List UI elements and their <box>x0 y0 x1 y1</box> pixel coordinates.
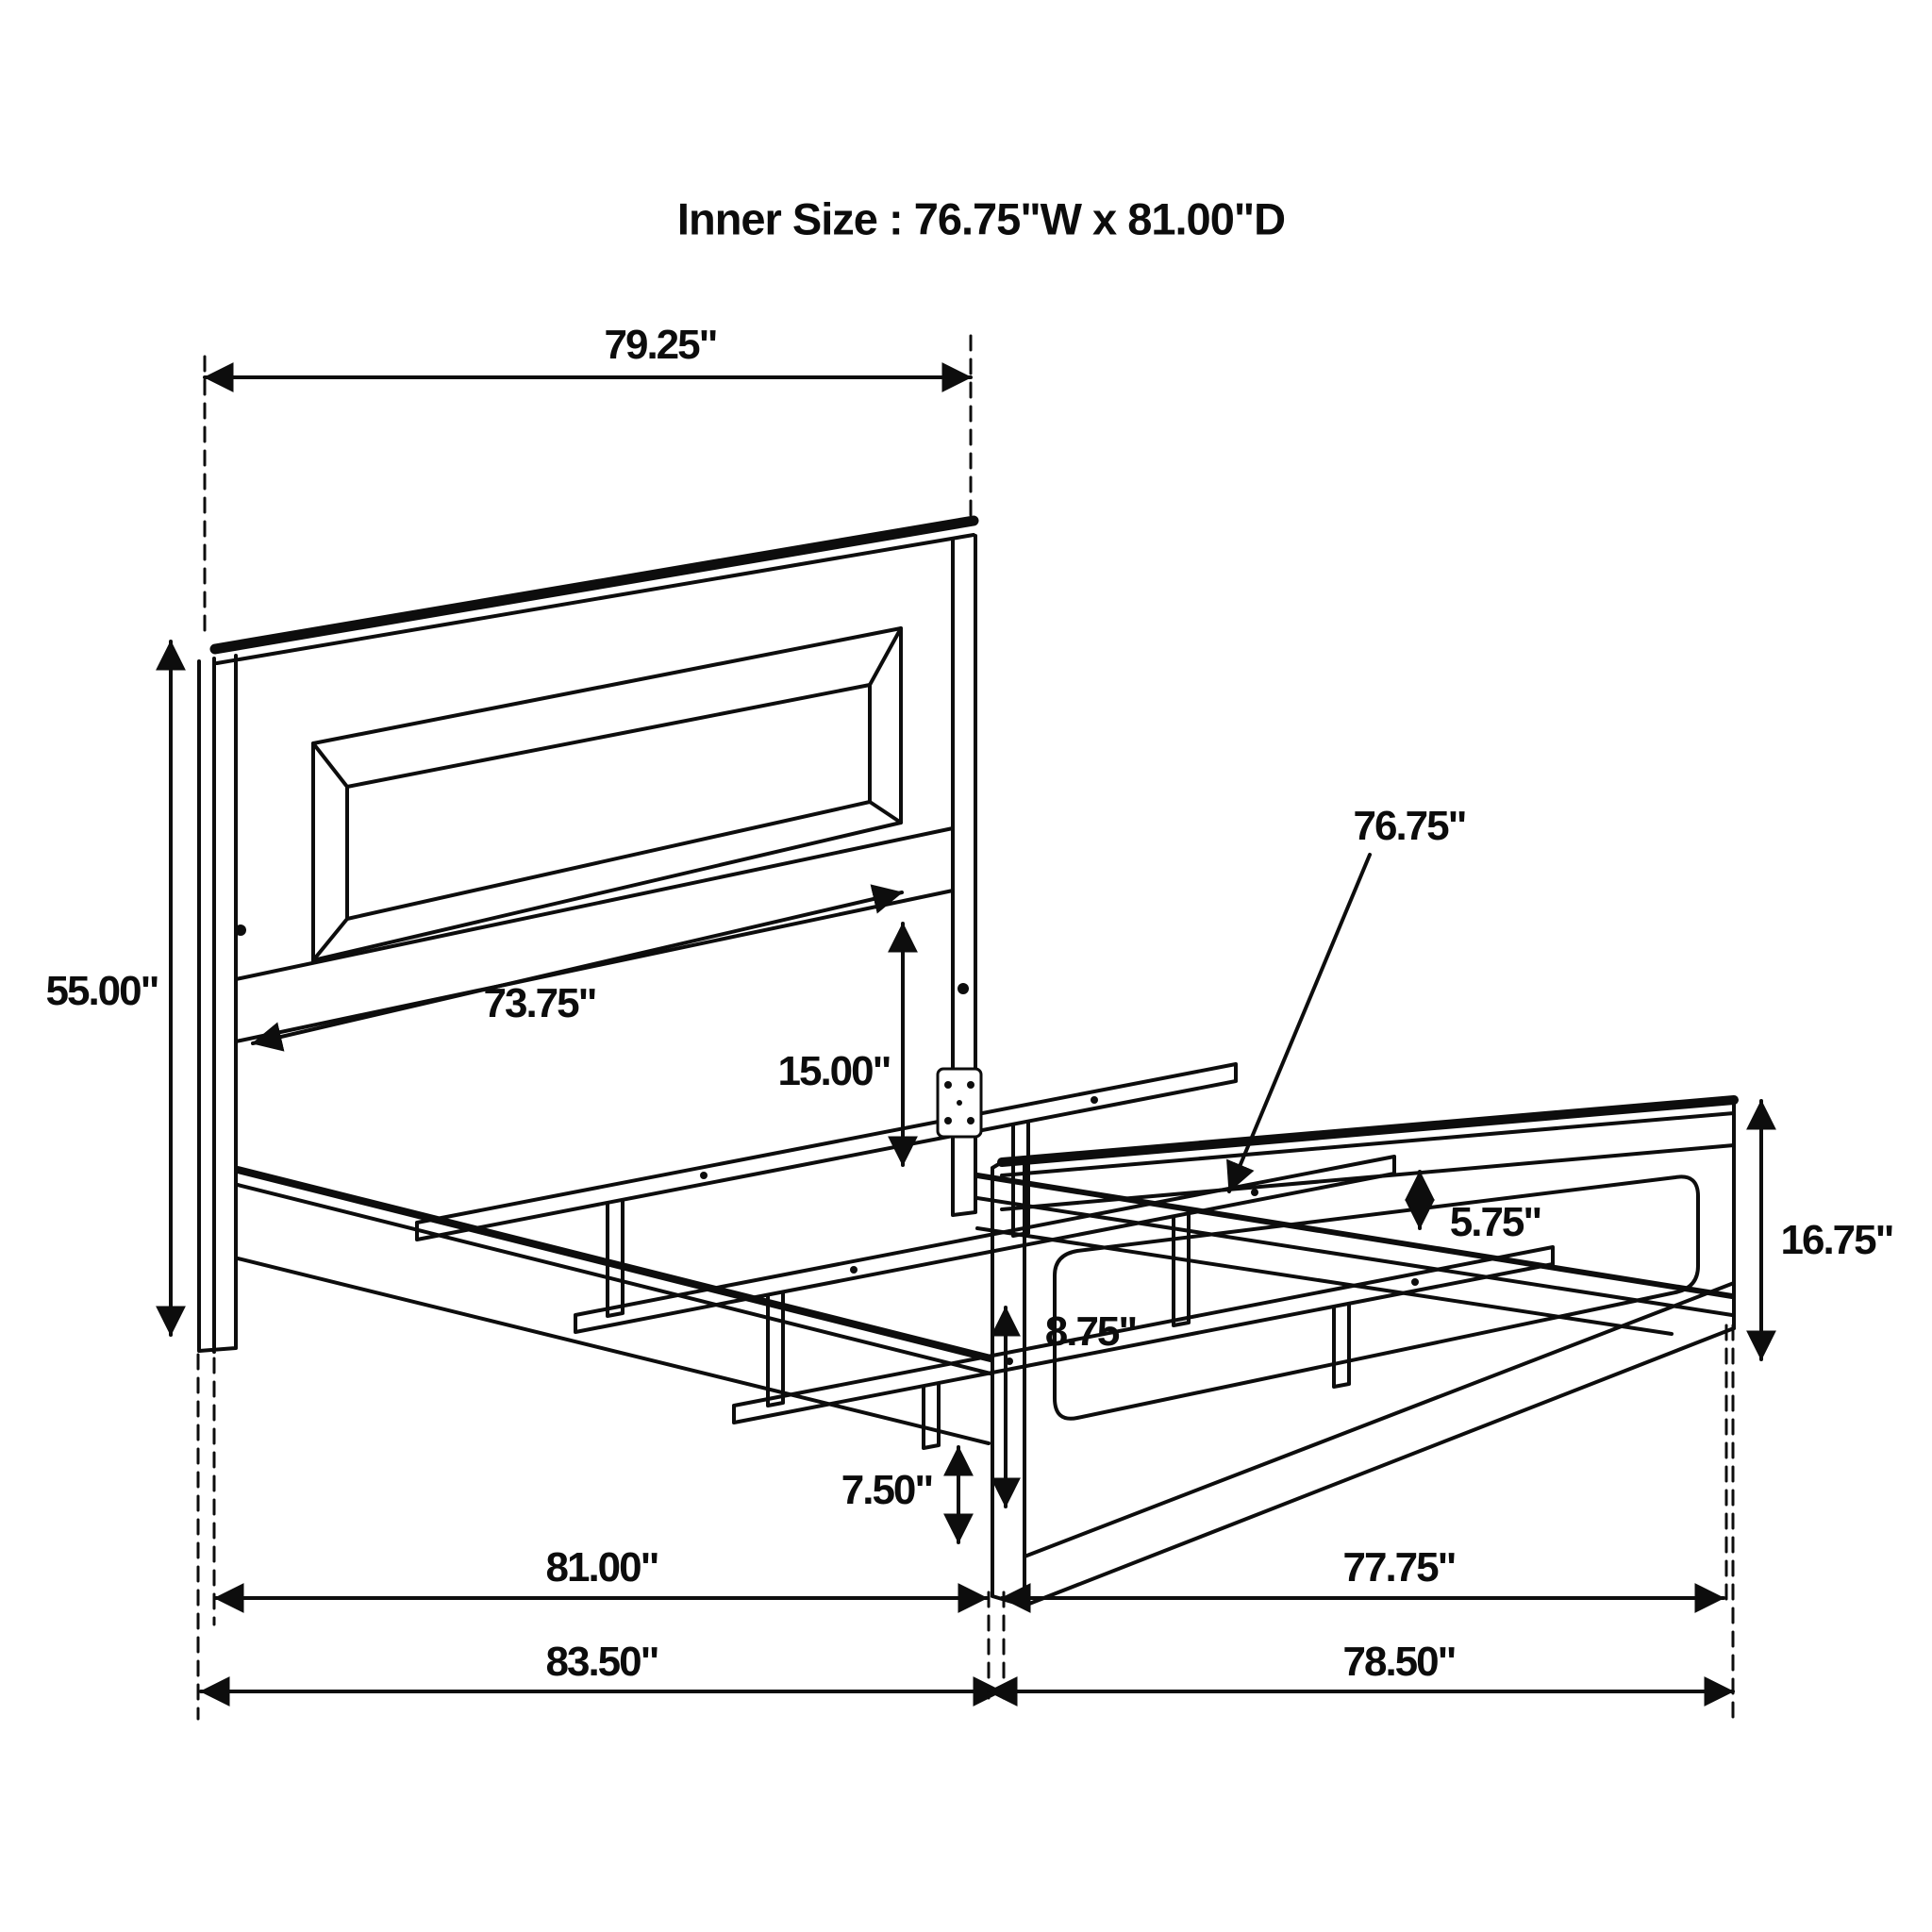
dim-label-floor-clearance: 7.50" <box>841 1467 933 1513</box>
dim-label-footboard-height: 16.75" <box>1780 1217 1893 1263</box>
slat-3 <box>734 1247 1553 1423</box>
dim-label-headboard-height: 55.00" <box>45 968 158 1014</box>
headboard-top-edge <box>215 521 974 649</box>
headboard-left-leg <box>199 656 236 1352</box>
dim-label-footboard-inner-width: 77.75" <box>1342 1544 1456 1591</box>
diagram-title: Inner Size : 76.75"W x 81.00"D <box>676 193 1286 244</box>
footboard-top-edge <box>1002 1100 1734 1162</box>
headboard-top-inner-edge <box>217 535 974 663</box>
near-rail-bottom-edge <box>238 1258 989 1443</box>
near-rail-inner-edge <box>238 1185 991 1374</box>
extension-lines <box>198 336 1733 1719</box>
rail-bracket <box>938 1069 981 1137</box>
headboard-drawing <box>199 521 981 1352</box>
dim-label-slat-assembly-height: 5.75" <box>1449 1199 1541 1245</box>
far-rail-top-edge <box>977 1175 1732 1296</box>
dimension-arrows <box>171 377 1761 1691</box>
dim-label-slat-span-width: 76.75" <box>1353 803 1466 849</box>
dim-label-headboard-width: 79.25" <box>604 322 717 368</box>
dim-label-rail-to-floor-height: 8.75" <box>1044 1308 1137 1355</box>
dim-label-footboard-outer-width: 78.50" <box>1342 1639 1456 1685</box>
dim-label-outer-depth: 83.50" <box>545 1639 658 1685</box>
dim-label-headboard-panel-width: 73.75" <box>483 980 596 1026</box>
near-rail-top-edge <box>238 1170 991 1358</box>
dim-label-inner-depth: 81.00" <box>545 1544 658 1591</box>
headboard-screw-dots <box>235 924 969 994</box>
dim-label-bottom-to-slat: 15.00" <box>777 1048 891 1094</box>
footboard-top-inner-edge <box>1002 1113 1734 1175</box>
headboard-panel-chamfers <box>313 628 901 960</box>
headboard-panel-outer-bevel <box>313 628 901 960</box>
